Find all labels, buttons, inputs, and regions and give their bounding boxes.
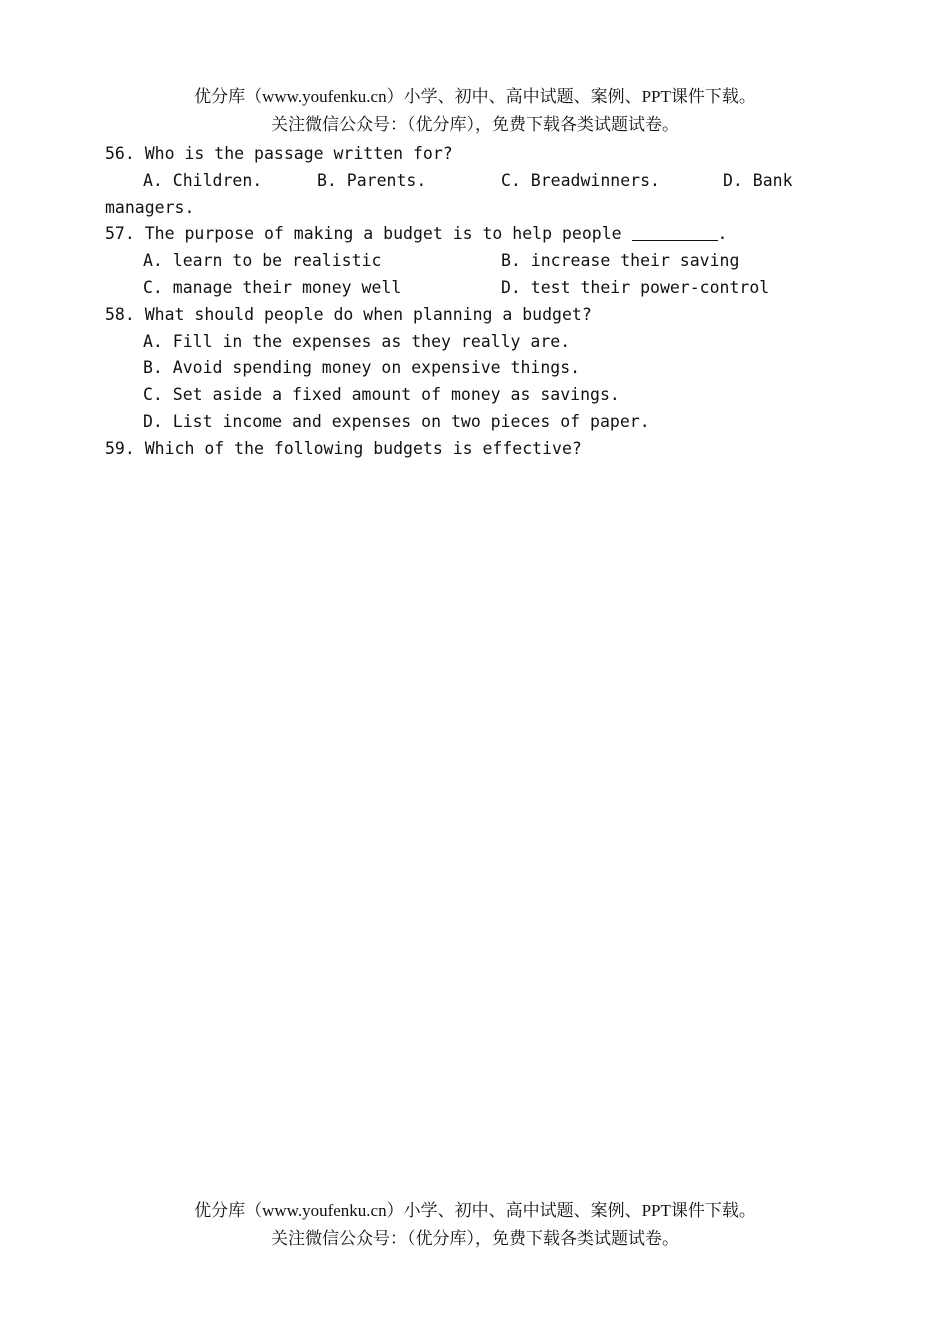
question-number: 57. (105, 224, 135, 244)
question-56-options (105, 168, 805, 195)
stem-end: . (717, 224, 728, 244)
option-d: D. test their power-control (501, 277, 770, 297)
page-footer (0, 1197, 950, 1253)
answer-blank (632, 222, 718, 241)
option-c: C. Set aside a fixed amount of money as savings. (143, 385, 620, 405)
option-b: B. Avoid spending money on expensive things. (143, 358, 581, 378)
option-d: D. List income and expenses on two pieces of paper. (143, 411, 650, 431)
option-a: A. Fill in the expenses as they really are. (143, 331, 571, 351)
question-number: 56. (105, 144, 135, 163)
footer-line-1: 优分库（www.youfenku.cn）小学、初中、高中试题、案例、PPT课件下载。 (194, 1201, 756, 1220)
question-list (105, 141, 805, 463)
question-stem: The purpose of making a budget is to help people (144, 224, 622, 244)
option-a: A. learn to be realistic (143, 251, 382, 271)
question-57-options-row-2 (105, 275, 805, 302)
question-58 (105, 302, 805, 329)
header-line-1: 优分库（www.youfenku.cn）小学、初中、高中试题、案例、PPT课件下载。 (194, 87, 756, 106)
question-59 (105, 436, 805, 463)
option-b: B. increase their saving (501, 251, 740, 271)
question-stem: What should people do when planning a budget? (144, 304, 592, 324)
question-57 (105, 221, 805, 248)
option-c: C. manage their money well (143, 277, 402, 297)
question-stem: Which of the following budgets is effective? (144, 438, 582, 458)
option-c: C. Breadwinners. (501, 170, 660, 190)
header-line-2: 关注微信公众号：（优分库），免费下载各类试题试卷。 (271, 115, 679, 134)
page-header (0, 83, 950, 139)
question-number: 59. (105, 438, 135, 458)
question-stem: Who is the passage written for? (144, 144, 453, 163)
footer-line-2: 关注微信公众号：（优分库），免费下载各类试题试卷。 (271, 1229, 679, 1248)
option-b: B. Parents. (317, 170, 427, 190)
question-56 (105, 141, 805, 168)
option-d: D. Bank (723, 170, 793, 190)
option-a: A. Children. (143, 170, 263, 190)
question-56-option-wrap: managers. (105, 197, 195, 217)
question-57-options-row-1 (105, 248, 805, 275)
question-number: 58. (105, 304, 135, 324)
